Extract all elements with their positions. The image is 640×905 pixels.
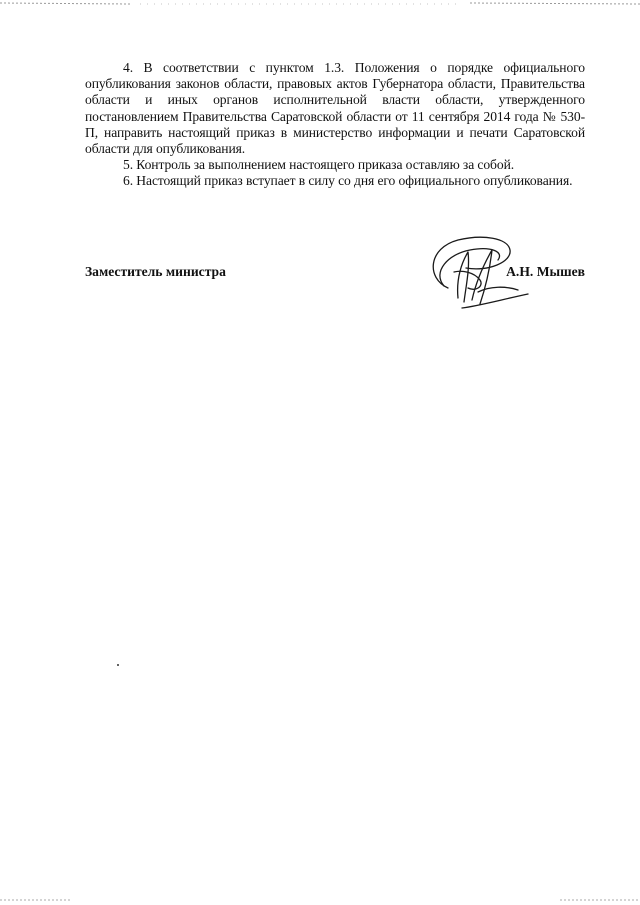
signatory-position: Заместитель министра bbox=[85, 264, 226, 279]
paragraph-5: 5. Контроль за выполнением настоящего приказа оставляю за собой. bbox=[123, 157, 515, 173]
scan-edge-top bbox=[0, 0, 640, 12]
paragraph-4: 4. В соответствии с пунктом 1.3. Положения о порядке официального опубликования законов области, правовых актов Губернатора области, Правительства области и иных органов исполнительной власти области, утвержденного постановлением Правительства Саратовской области от 11 сентября 2014 года № 530-П, направить настоящий приказ в министерство информации и печати Саратовской области для опубликования. bbox=[85, 60, 585, 157]
document-body bbox=[85, 60, 585, 190]
signatory-name: А.Н. Мышев bbox=[506, 264, 585, 279]
handwritten-signature bbox=[418, 228, 533, 313]
scan-speck bbox=[117, 664, 119, 666]
scan-edge-bottom bbox=[0, 891, 640, 905]
paragraph-6: 6. Настоящий приказ вступает в силу со дня его официального опубликования. bbox=[123, 173, 573, 189]
